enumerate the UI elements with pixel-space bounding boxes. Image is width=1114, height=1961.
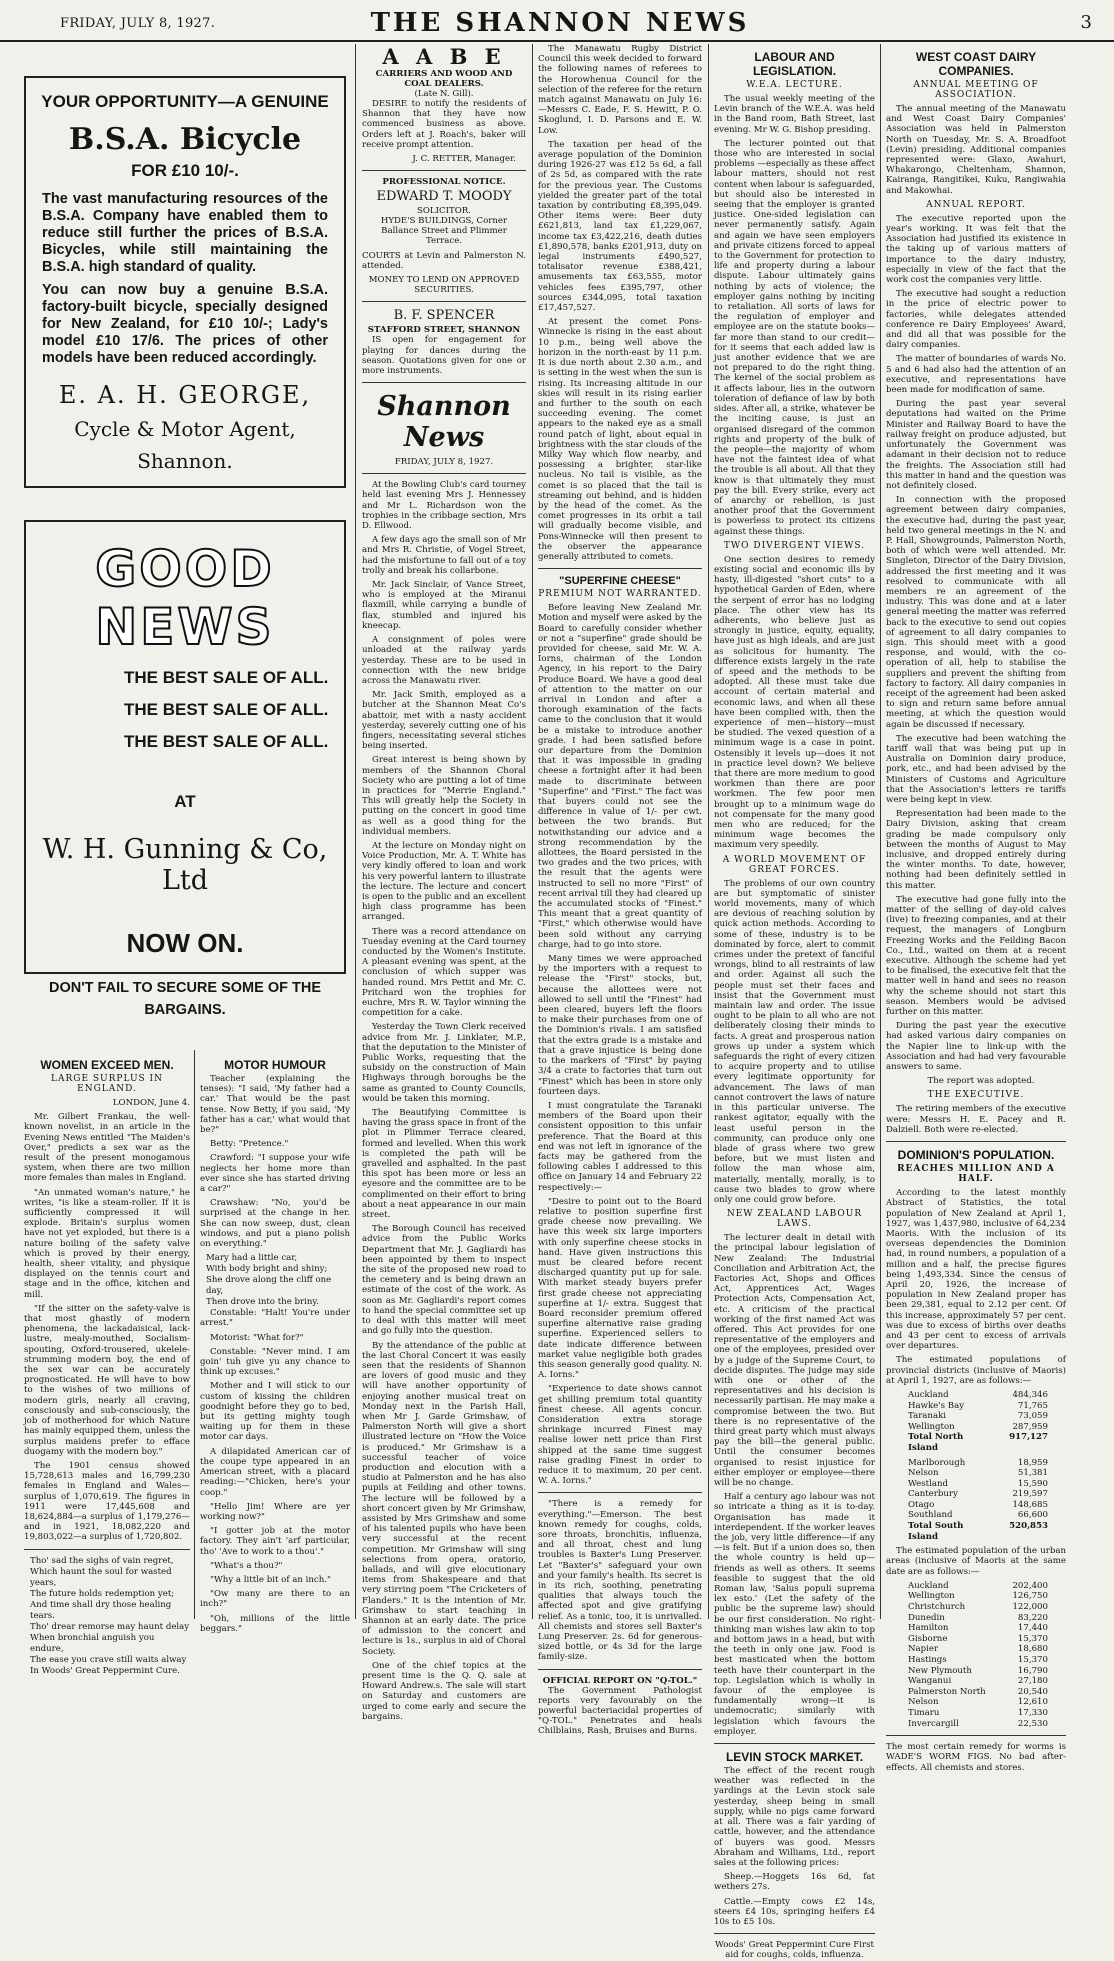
table-total: Total South Island 520,853 <box>908 1521 1048 1542</box>
verse-line: And time shall dry those healing tears. <box>30 1599 172 1621</box>
paragraph: A dilapidated American car of the coupe type appeared in an American street, with a placard reading:—"Chicken, here's your coop." <box>200 1446 350 1498</box>
ad-paragraph: The vast manufacturing resources of the B.S.A. Company have enabled them to reduce still further the prices of B.S.A. Bicycles, while still maintaining the B.S.A. high standard of quality. <box>42 191 328 275</box>
article-subtitle: LARGE SURPLUS IN ENGLAND. <box>51 1074 163 1094</box>
table-row: Palmerston North 20,540 <box>908 1686 1048 1697</box>
table-row: Timaru 17,330 <box>908 1708 1048 1718</box>
paragraph: Crawford: "I suppose your wife neglects her home more than ever since she has started driving a car?" <box>200 1153 350 1195</box>
spencer-name: B. F. SPENCER <box>393 308 495 324</box>
news-item: Mr. Jack Sinclair, of Vance Street, who is employed at the Miranui flaxmill, while carrying a bundle of flax, stumbled and injured his kneecap. <box>362 580 526 631</box>
table-row: Christchurch 122,000 <box>908 1602 1048 1613</box>
paragraph: The annual meeting of the Manawatu and West Coast Dairy Companies' Association was held in Palmerston North on Tuesday, Mr. S. A. Broadfoot (Levin) presiding. Additional companies represented were: Glaxo, Awahuri, Whakarongo, Cheltenham, Shannon, Kairanga, Rangitikei, Kuku, Rangiwahia and Makowhai. <box>886 104 1066 196</box>
divider <box>362 382 526 383</box>
section-head: ANNUAL REPORT. <box>926 199 1026 210</box>
paragraph: Representation had been made to the Dairy Division, asking that cream grading be made compulsory only between the months of August to May inclusive, and dropped entirely during the winter months. To date, however, nothing had been definitely settled in this matter. <box>886 809 1066 891</box>
paragraph: "Desire to point out to the Board relative to position superfine first grade cheese now prevailing. We have this week six large importers with only superfine cheese stocks in hand. Have given instructions this must be cleared before recent discharged quantity put up for sale. With market steady buyers prefer first grade cheese not appreciating superfine at 1/- extra. Suggest that Board reconsider premium offered superfine alternative raise grading superfine. Experienced sellers to date indicate difference between market value negligible both grades this season generally good quality. N. A. Iorns." <box>538 1196 702 1381</box>
divider <box>714 1743 875 1744</box>
paragraph: During the past year the executive had asked various dairy companies on the Napier line to link-up with the Association and had had very favourable answers to same. <box>886 1021 1066 1073</box>
paragraph: The matter of boundaries of wards No. 5 and 6 had also had the attention of an executive, and representations have been made for modification of same. <box>886 354 1066 396</box>
ad-line: THE BEST SALE OF ALL. <box>124 668 329 687</box>
divider <box>714 1933 875 1934</box>
paragraph: One section desires to remedy existing social and economic ills by hasty, ill-digested "short cuts" to a hypothetical Garden of Eden, where the serpent of error has no lodging place. The other view has its adherents, who believe just as strongly in justice, equity, equality, have just as high ideals, and are just as solicitous for humanity. The difference exists largely in the rate of speed and the methods to be adopted. All these must take due account of certain material and economic laws, and when all these have been complied with, then the experience of men—history—must be studied. The vexed question of a minimum wage is a case in point. Ostensibly it levels up—does it not in practice level down? We believe that there are more medium to good workmen than there are poor workmen. The few poor men brought up to a minimum wage do not compensate for the many good men who are reduced; for the minimum wage becomes the maximum very speedily. <box>714 554 875 851</box>
news-item: Mr. Jack Smith, employed as a butcher at the Shannon Meat Co's abattoir, met with a nasty accident yesterday, severely cutting one of his fingers, necessitating several stiches being inserted. <box>362 690 526 752</box>
article-title: DOMINION'S POPULATION. <box>897 1148 1055 1163</box>
paragraph: Before leaving New Zealand Mr. Motion and myself were asked by the Board to carefully consider whether or not a "superfine" grade should be provided for cheese, said Mr. W. A. Iorns, chairman of the London Agency, in his report to the Dairy Produce Board. We have a good deal of attention to the matter on our arrival in London and after a thorough examination of the facts came to the conclusion that it would be a mistake to introduce another grade. I had been satisfied before our departure from the Dominion that it was impossible in grading cheese a fortnight after it had been made to discriminate between "Superfine" and "First." The fact was that buyers could not see the difference in value of 1/- per cwt. between the two brands. But notwithstanding our advice and a strong recommendation by the allottees, the Board persisted in the two grades and the two prices, with the result that the agents were instructed to sell no more "First" of recent arrival till they had cleared up the accumulated stocks of "Finest." This meant that a great quantity of "First," which otherwise would have been sold without any carrying charge, had to go into store. <box>538 603 702 950</box>
paragraph: Mr. Gilbert Frankau, the well-known novelist, in an article in the Evening News entitled "The Maiden's Over," predicts a sex war as the result of the present monogamous system, when there are two million more females than males in England. <box>24 1112 190 1184</box>
news-item: The Borough Council has received advice from the Public Works Department that Mr. J. Gagliardi has been appointed by them to inspect the site of the proposed new road to the cemetery and is being drawn an estimate of the cost of the work. As soon as Mr. Gagliardi's report comes to hand the special committee set up to deal with this matter will meet and go fully into the question. <box>362 1224 526 1337</box>
paragraph: The estimated populations of provincial districts (inclusive of Maoris) at April 1, 1927, are as follows:— <box>886 1355 1066 1386</box>
paragraph: I must congratulate the Taranaki members of the Board upon their consistent opposition to this unfair preference. That the Board at this end was not left in ignorance of the facts may be gathered from the following cables I addressed to this office on January 14 and February 22 respectively:— <box>538 1100 702 1193</box>
divider <box>362 301 526 302</box>
paragraph: The retiring members of the executive were: Messrs H. E. Pacey and R. Dalziell. Both were re-elected. <box>886 1104 1066 1135</box>
moody-name: EDWARD T. MOODY <box>376 189 512 205</box>
table-row: Marlborough 18,959 <box>908 1457 1048 1468</box>
motor-humour-article <box>200 1052 350 1634</box>
verse-line: In Woods' Great Peppermint Cure. <box>30 1665 180 1676</box>
news-item: At the Bowling Club's card tourney held last evening Mrs J. Hennessey and Mr L. Richardson won the trophies in the cribbage section, Mrs D. Ellwood. <box>362 480 526 532</box>
baxter-ad: "There is a remedy for everything."—Emerson. The best known remedy for coughs, colds, sore throats, bronchitis, influenza, and all throat, chest and lung troubles is Baxter's Lung Preserver. Let "Baxter's" safeguard your own and your family's health. Its secret is in its rich, soothing, penetrating qualities that always touch the affected spot and give gratifying relief. As a tonic, too, it is unrivalled. All chemists and stores sell Baxter's Lung Preserver. 2s. 6d for generous-sized bottle, or 4s 3d for the large family-size. <box>538 1499 702 1663</box>
ad-price: FOR £10 10/-. <box>131 161 239 180</box>
paragraph: The executive reported upon the year's working. It was felt that the Association had justified its existence in the taking up of various matters of importance to the dairy industry, especially in view of the fact that the work cost the companies very little. <box>886 213 1066 286</box>
divider <box>538 568 702 569</box>
paragraph: Half a century ago labour was not so intricate a thing as it is to-day. Organisation has made it interdependent. If the worker leaves the job, very little difference—if any—is felt. But if a union does so, then the whole country is held up—friends as well as others. It seems feasible to suggest that the old Roman law, 'Salus populi suprema lex esto.' (Let the safety of the public be the supreme law) should be our first consideration. No right-thinking man wishes law akin to top and bottom jaws in a head, but with the teeth in only one jaw. Food is best masticated when the bottom teeth have their counterpart in the top. Legislation which is wholly in favour of the employee is fundamentally wrong—it is undemocratic; similarly with legislation which favours the employer. <box>714 1492 875 1737</box>
table-row: Gisborne 15,370 <box>908 1633 1048 1644</box>
column-5 <box>886 44 1066 1773</box>
paragraph: The executive had gone fully into the matter of the selling of day-old calves (live) to freezing companies, and at their request, the managers of Longburn Freezing Works and the Feilding Bacon Co., Ltd., waited on them at a recent executive. Although the scheme had yet to be finalised, the executive felt that the matter well in hand and sees no reason why the scheme should not start this season. Members would be advised further on this matter. <box>886 894 1066 1018</box>
section-head: TWO DIVERGENT VIEWS. <box>723 540 866 551</box>
table-row: Wellington 126,750 <box>908 1591 1048 1602</box>
south-island-table <box>886 1458 1066 1543</box>
ad-headline: YOUR OPPORTUNITY—A GENUINE <box>41 92 329 111</box>
paragraph: Motorist: "What for?" <box>210 1332 304 1343</box>
paragraph: Teacher (explaining the tenses): "I said, 'My father had a car.' That would be the past tense. Now Betty, if you said, 'My father has a car,' what would that be?" <box>200 1074 350 1136</box>
ad-line: THE BEST SALE OF ALL. <box>124 700 329 719</box>
article-title: LEVIN STOCK MARKET. <box>725 1750 864 1765</box>
column-rule <box>532 44 533 1619</box>
paragraph: Betty: "Pretence." <box>210 1139 289 1150</box>
table-row: Nelson 51,381 <box>908 1468 1048 1479</box>
moody-head: PROFESSIONAL NOTICE. <box>382 177 506 188</box>
paragraph: Sheep.—Hoggets 16s 6d, fat wethers 27s. <box>714 1872 875 1893</box>
news-item: The taxation per head of the average population of the Dominion during 1926-27 was £12 5s 6d, a fall of 2s 5d, as compared with the rate for the previous year. The Customs yielded the greater part of the total taxation by contributing £8,395,049. Other items were: Beer duty £621,813, land tax £1,229,067, income tax £3,422,216, death duties £1,890,578, banks £201,913, duty on legal instruments £490,527, totalisator revenue £388,421, amusements tax £63,555, motor vehicles fees £395,797, other sources £344,095, total taxation £17,457,527. <box>538 139 702 314</box>
aabe-body: DESIRE to notify the residents of Shannon that they have now commenced business as above. Orders left at J. Roach's, baker will receive prompt attention. <box>362 99 526 150</box>
paragraph: "Experience to date shows cannot get shilling premium total quantity finest cheese. All agents concur. Consideration extra storage shrinkage incurred Finest may realise lower nett price than First shipped at the same time suggest raise grading Finest in order to reduce it to maximum, 20 per cent. W. A. Iorns." <box>538 1384 702 1487</box>
paragraph: "An unmated woman's nature," he writes, "is like a steam-roller. If it is sufficiently compressed it will explode. Britain's surplus women have not yet exploded, but there is a nature boiling of the safety valve which is proved by their energy, health, sheer vitality, and physique displayed on the tennis court and stage and in the office, kitchen and mill. <box>24 1187 190 1300</box>
verse-line: She drove along the cliff one day, <box>206 1275 332 1297</box>
column-rule <box>708 44 709 1619</box>
section-head: NEW ZEALAND LABOUR LAWS. <box>726 1209 863 1230</box>
paragraph: The usual weekly meeting of the Levin branch of the W.E.A. was held in the Band room, Bath Street, last evening. Mr W. G. Bishop presiding. <box>714 94 875 135</box>
table-row: Wellington 287,959 <box>908 1421 1048 1432</box>
worm-figs-ad: The most certain remedy for worms is WADE'S WORM FIGS. No bad after-effects. All chemists and stores. <box>886 1742 1066 1773</box>
paragraph: "What's a thou?" <box>210 1560 283 1571</box>
paragraph: The 1901 census showed 15,728,613 males and 16,799,230 females in England and Wales—surplus of 1,070,619. The figures in 1911 were 17,445,608 and 18,624,884—a surplus of 1,179,276—and in 1921, 18,082,220 and 19,803,022—a surplus of 1,720,802. <box>24 1460 190 1543</box>
article-title: WOMEN EXCEED MEN. <box>40 1058 174 1072</box>
table-row: Westland 15,590 <box>908 1478 1048 1489</box>
verse-line: When bronchial anguish you endure, <box>30 1632 155 1654</box>
table-row: New Plymouth 16,790 <box>908 1665 1048 1676</box>
article-title: WEST COAST DAIRY COMPANIES. <box>915 50 1037 78</box>
paragraph: "If the sitter on the safety-valve is that most ghastly of modern phenomena, the lackadaisical, lack-lustre, mealy-mouthed, Socialism-spouting, Oxford-trousered, ukelele-strumming modern boy, the end of the sex war can be accurately prognosticated. He will have to bow to the wishes of two millions of modern girls, nearly all craving, consciously and sub-consciously, the job of motherhood for which Nature has mainly equipped them, unless the surplus maidens prefer to efface duogamy with the modern boy." <box>24 1303 190 1457</box>
verse-line: The future holds redemption yet; <box>30 1588 175 1599</box>
news-item: At the lecture on Monday night on Voice Production, Mr. A. T. White has very kindly offered to loan and work his very powerful lantern to illustrate the lecture. The lecture and concert is open to the public and an excellent high class programme has been arranged. <box>362 840 526 923</box>
paragraph: The effect of the recent rough weather was reflected in the yardings at the Levin stock sale yesterday, sheep being in small supply, while no pigs came forward at all. There was a fair yarding of cattle, however, and the attendance of buyers was good. Messrs Abraham and Williams, Ltd., report sales at the following prices: <box>714 1766 875 1868</box>
ad-product: B.S.A. Bicycle <box>68 122 302 157</box>
table-row: Auckland 484,346 <box>908 1389 1048 1400</box>
news-item: By the attendance of the public at the last Choral Concert it was easily seen that the residents of Shannon are lovers of good music and they will have another opportunity of enjoying another musical treat on Monday next in the Parish Hall, when Mr J. Garde Grimshaw, of Palmerston North will give a short illustrated lecture on "How the Voice is produced." Mr Grimshaw is a successful teacher of voice production and elocution with a studio at Palmerston and he has also pupils at Feilding and other towns. The lecture will be followed by a short concert given by Mr Grimshaw, assisted by Mrs Grimshaw and some of his talented pupils who have been very successful at the recent competition. Mr Grimshaw will sing selections from opera, oratorio, ballads, and will give elocutionary items from Shakespeare and that very stirring poem "The Cricketers of Flanders." It is the intention of Mr. Grimshaw to start teaching in Shannon at an early date. The price of admission to the concert and lecture is 1s., surplus in aid of Choral Society. <box>362 1340 526 1657</box>
table-row: Taranaki 73,059 <box>908 1411 1048 1422</box>
paragraph: "Hello Jim! Where are yer working now?" <box>200 1501 350 1522</box>
moody-money: MONEY TO LEND ON APPROVED SECURITIES. <box>368 275 520 296</box>
ad-at: AT <box>174 792 196 811</box>
article-title: LABOUR AND LEGISLATION. <box>752 50 837 78</box>
column-4 <box>714 44 876 1961</box>
urban-table <box>886 1581 1066 1729</box>
column-2 <box>362 44 526 1722</box>
paragraph: The report was adopted. <box>927 1076 1035 1087</box>
moody-address: HYDE'S BUILDINGS, Corner Ballance Street and Plimmer Terrace. <box>380 216 508 247</box>
paragraph: The executive had been watching the tariff wall that was being put up in Australia on Dominion dairy produce, pork, etc., and had been advised by the Ministers of Customs and Agriculture that the Association's letters re tariffs were being kept in view. <box>886 733 1066 805</box>
north-island-table <box>886 1390 1066 1454</box>
paragraph: During the past year several deputations had waited on the Prime Minister and Railway Board to have the railway freight on produce adjusted, but unfortunately the Government was adamant in their decision not to reduce the freights. The Association still had this matter in hand and the question was not definitely closed. <box>886 399 1066 491</box>
ad-trade: Cycle & Motor Agent, <box>74 417 296 441</box>
section-head: A WORLD MOVEMENT OF GREAT FORCES. <box>722 854 867 875</box>
table-row: Hawke's Bay 71,765 <box>908 1400 1048 1411</box>
verse-line: Tho' drear remorse may haunt delay <box>30 1621 190 1632</box>
aabe-trade: CARRIERS AND WOOD AND COAL DEALERS. <box>375 69 513 89</box>
paragraph: "Why a little bit of an inch." <box>210 1574 331 1585</box>
spencer-body: IS open for engagement for playing for dances during the season. Quotations given for one or more instruments. <box>362 335 526 377</box>
table-row: Invercargill 22,530 <box>908 1718 1048 1729</box>
table-row: Nelson 12,610 <box>908 1697 1048 1708</box>
paragraph: Constable: "Never mind. I am goin' tuh give yu any chance to think up excuses." <box>200 1346 350 1378</box>
paragraph: Cattle.—Empty cows £2 14s, steers £4 10s, springing heifers £4 10s to £5 10s. <box>714 1896 875 1927</box>
divider <box>24 1549 190 1550</box>
paragraph: "Oh, millions of the little beggars." <box>200 1613 350 1634</box>
verse-line: Tho' sad the sighs of vain regret, <box>30 1555 174 1566</box>
qtol-text: The Government Pathologist reports very favourably on the powerful bacteriacidal properties of "Q-TOL." Penetrates and heals Chilblains, Rash, Bruises and Burns. <box>538 1685 702 1737</box>
ad-town: Shannon. <box>137 449 233 473</box>
table-row: Southland 66,600 <box>908 1510 1048 1521</box>
verse-line: Which haunt the soul for wasted years, <box>30 1566 172 1588</box>
paragraph: The executive had sought a reduction in the price of electric power to factories, while delegates attended conference re Dairy Employees' Award, and did all that was possible for the dairy companies. <box>886 289 1066 351</box>
divider <box>362 170 526 171</box>
verse-line: The ease you crave still waits alway <box>30 1654 187 1665</box>
nameplate: Shannon News <box>377 391 511 454</box>
moody-role: SOLICITOR. <box>417 206 471 217</box>
ad-firm: W. H. Gunning & Co, Ltd <box>42 834 328 896</box>
news-item: The Manawatu Rugby District Council this week decided to forward the following names of referees to the Horowhenua Council for the selection of the referee for the return match against Manawatu on July 16:—Messrs C. Eade, F. S. Hewitt, P. O. Skoglund, I. D. Parsons and E. W. Low. <box>538 44 702 136</box>
nameplate-date: FRIDAY, JULY 8, 1927. <box>394 457 494 468</box>
paragraph: The lecturer dealt in detail with the principal labour legislation of New Zealand: The Industrial Conciliation and Arbitration Act, the Factories Act, Shops and Offices Act, Apprentices Act, Wages Protection Acts, Compensation Act, etc. A criticism of the practical working of the first named Act was offered. This Act provides for one representative of the employers and one of the employees, presided over by a judge of the Supreme Court, to decide disputes. The judge may side with one or other of the representatives and his decision is necessarily partisan. He may make a compromise between the two. But there is no representative of the third great party which must always pay the bill—the general public. Until the consumer becomes organised to resist injustice for either employer or employee—there will be no change. <box>714 1233 875 1488</box>
gunning-sale-ad <box>24 520 346 1018</box>
masthead <box>0 0 1114 42</box>
paragraph: The estimated population of the urban areas (inclusive of Maoris at the same date are as follows:— <box>886 1546 1066 1577</box>
table-total: Total North Island 917,127 <box>908 1432 1048 1453</box>
issue-date: FRIDAY, JULY 8, 1927. <box>60 16 216 31</box>
column-rule <box>880 44 881 1619</box>
divider <box>886 1735 1066 1736</box>
article-subtitle: ANNUAL MEETING OF ASSOCIATION. <box>913 80 1039 100</box>
news-item: Great interest is being shown by members of the Shannon Choral Society who are putting a lot of time in practices for "Merrie England." This will greatly help the Society in putting on the concert in good time as well as a good thing for the individual members. <box>362 755 526 837</box>
paragraph: According to the latest monthly Abstract of Statistics, the total population of New Zealand at April 1, 1927, was 1,437,980, inclusive of 64,234 Maoris. With the inclusion of its overseas dependencies the Dominion had, in round numbers, a population of a million and a half, the precise figures being 1,493,334. Since the census of April 20, 1926, the increase of population in New Zealand proper has been 29,381, equal to 2.12 per cent. Of this increase, approximately 57 per cent. was due to excess of births over deaths and 43 per cent to excess of arrivals over departures. <box>886 1188 1066 1352</box>
bsa-bicycle-ad <box>24 76 346 488</box>
article-subtitle: W.E.A. LECTURE. <box>746 80 843 90</box>
paragraph: In connection with the proposed agreement between dairy companies, the executive had, during the past year, held two general meetings in the N. and P. Hall, Showgrounds, Palmerston North, both of which were well attended. Mr. Singleton, Director of the Dairy Division, addressed the first meeting and it was resolved to communicate with all members re an agreement of the industry. This was done and at a later general meeting the matter was referred back to the executive to send out copies of agreement to all dairy companies to sign. This should meet with a good response, and would, with the co-operation of all, help to stabilise the suppliers and prevent the shifting from factory to factory. All dairy companies in receipt of the agreement had been asked to sign and return same before annual meeting, at which the question would again be discussed if necessary. <box>886 495 1066 730</box>
paragraph: Many times we were approached by the importers with a request to release the "First" stocks, but, because the allottees were not allowed to sell until the "Finest" had been cleared, buyers left the floors to make their purchases from one of the Dominion's rivals. I am satisfied that the extra grade is a mistake and that a grave injustice is being done to the markers of "First" by paying 3/4 a crate to factories that turn out "Finest" which has been in store only fourteen days. <box>538 954 702 1097</box>
table-row: Otago 148,685 <box>908 1499 1048 1510</box>
verse-line: With body bright and shiny; <box>206 1264 328 1275</box>
paragraph: Mother and I will stick to our custom of kissing the children goodnight before they go to bed, but its getting mighty tough waiting up for them in these motor car days. <box>200 1381 350 1443</box>
table-row: Auckland 202,400 <box>908 1580 1048 1591</box>
divider <box>362 473 526 474</box>
column-rule <box>194 1050 195 1619</box>
table-row: Dunedin 83,220 <box>908 1612 1048 1623</box>
ad-secure: DON'T FAIL TO SECURE SOME OF THE BARGAINS. <box>49 980 321 1018</box>
table-row: Hastings 15,370 <box>908 1655 1048 1666</box>
article-title: "SUPERFINE CHEESE" <box>559 575 681 588</box>
ad-paragraph: You can now buy a genuine B.S.A. factory-built bicycle, specially designed for New Zealand, for £10 10/-; Lady's model £10 17/6. The prices of other models have been reduced accordingly. <box>42 282 328 366</box>
women-article <box>24 1052 190 1676</box>
ad-now-on: NOW ON. <box>126 928 244 958</box>
news-item: The Beautifying Committee is having the grass space in front of the plot in Plimmer Terrace cleared, formed and levelled. When this work is completed the path will be gravelled and asphalted. In the past this spot has been more or less an eyesore and the committee are to be complimented on their effort to bring about a neat appearance in our main street. <box>362 1108 526 1221</box>
section-head: THE EXECUTIVE. <box>927 1090 1025 1101</box>
table-row: Canterbury 219,597 <box>908 1489 1048 1500</box>
peppermint-verse <box>30 1556 190 1677</box>
verse <box>206 1253 350 1308</box>
news-item: At present the comet Pons-Winnecke is rising in the east about 10 p.m., being well above the horizon in the north-east by 11 p.m. It is due north about 2.30 a.m., and is setting in the west when the sun is rising. Its increasing altitude in our skies will result in its rising earlier and further to the south on each succeeding evening. The comet appears to the naked eye as a small round patch of light, about equal in brightness with the star clouds of the Milky Way which flow nearby, and possessing a brighter, star-like nucleus. No tail is visible, as the comet is so placed that the tail is streaming out behind, and is hidden by the head of the comet. As the comet progresses in its orbit a tail will gradually become visible, and Pons-Winnecke will then present to the observer the appearance generally attributed to comets. <box>538 317 702 562</box>
paragraph: "Ow many are there to an inch?" <box>200 1589 350 1610</box>
moody-courts: COURTS at Levin and Palmerston N. attended. <box>362 250 526 271</box>
divider <box>538 1492 702 1493</box>
paragraph: Constable: "Halt! You're under arrest." <box>200 1308 350 1329</box>
qtol-title: OFFICIAL REPORT ON "Q-TOL." <box>542 1675 698 1686</box>
spencer-street: STAFFORD STREET, SHANNON <box>367 325 521 336</box>
aabe-signature: J. C. RETTER, Manager. <box>412 154 516 165</box>
verse-line: Then drove into the briny. <box>206 1297 319 1308</box>
ad-line: THE BEST SALE OF ALL. <box>124 732 329 751</box>
divider <box>886 1141 1066 1142</box>
paragraph: The lecturer pointed out that those who are interested in social problems —especially as these affect labour matters, should not rest content when labour is safeguarded, but should also be interested in seeing that the employer is granted justice. One-sided legislation can never permanently satisfy. Again and again we have seen employers and private citizens forced to appeal to the Government for protection to life and property during a labour dispute. Labour ultimately gains nothing by acts of violence; the employer gains nothing by inciting to retaliation. All sorts of laws for the regulation of employer and employee are on the statute books—far more than stand to our credit—for it seems that each added law is just another evidence that we are not prepared to do the right thing. The kernel of the social problem as it affects labour, lies in the outworn toleration of defiance of law by both sides. After all, a strike, whatever be the inciting cause, is just an organised disregard of the common rights and property of the bulk of the people—the majority of whom have not the faintest idea of what the trouble is all about. All that they know is that ultimately they must pay the bill. Every strike, every act of anarchy or rebellion, is just another proof that the Government is powerless to protect its citizens against these things. <box>714 138 876 537</box>
table-row: Wanganui 27,180 <box>908 1676 1048 1687</box>
article-title: MOTOR HUMOUR <box>224 1058 326 1072</box>
aabe-name: A A B E <box>382 44 506 69</box>
aabe-late: (Late N. Gill). <box>414 89 474 99</box>
newspaper-title: THE SHANNON NEWS <box>370 8 750 38</box>
table-row: Hamilton 17,440 <box>908 1623 1048 1634</box>
page-number: 3 <box>1080 12 1092 33</box>
news-item: A few days ago the small son of Mr and Mrs R. Christie, of Vogel Street, had the misfortune to fall out of a toy trolly and break his collarbone. <box>362 535 526 576</box>
divider <box>538 1669 702 1670</box>
peppermint-ad: Woods' Great Peppermint Cure First aid for coughs, colds, influenza. <box>715 1940 874 1961</box>
article-subtitle: PREMIUM NOT WARRANTED. <box>538 589 702 600</box>
article-subtitle: REACHES MILLION AND A HALF. <box>897 1164 1055 1185</box>
column-3 <box>538 44 702 1737</box>
table-row: Napier 18,680 <box>908 1644 1048 1655</box>
column-rule <box>355 44 356 1619</box>
paragraph: Crawshaw: "No, you'd be surprised at the change in her. She can now sweep, dust, clean windows, and put a piano polish on everything." <box>200 1198 350 1250</box>
dateline: LONDON, June 4. <box>112 1098 190 1108</box>
paragraph: "I gotter job at the motor factory. They ain't 'arf particular, tho' 'Ave to work to a thou'." <box>200 1526 350 1557</box>
paragraph: The problems of our own country are but symptomatic of sinister world movements, many of which are devious of reaching solution by quick action methods. According to some of these, industry is to be dominated by force, alert to commit crimes under the pretext of fanciful wrongs, blind to all restraints of law and order. Against all such the people must set their faces and insist that the Government must maintain law and order. The issue ought to be plain to all who are not deliberately closing their minds to facts. A great and prosperous nation grows up under a system which safeguards the right of every citizen to acquire property and to utilise every legitimate opportunity for advancement. The laws of man cannot controvert the laws of nature in this particular universe. The rankest agitator, equally with the least useful person in the community, can produce only one blade of grass where two grew before, but we must listen and follow the man whose aim, materially, mentally, morally, is to cause two blades to grow where only one could grow before. <box>714 878 875 1205</box>
news-item: A consignment of poles were unloaded at the railway yards yesterday. These are to be used in connection with the new bridge across the Manawatu river. <box>362 635 526 686</box>
news-item: There was a record attendance on Tuesday evening at the Card tourney conducted by the Women's Institute. A pleasant evening was spent, at the conclusion of which supper was handed round. Mrs Pettit and Mr. C. Pritchard won the trophies for euchre, Mrs R. W. Taylor winning the competition for a cake. <box>362 926 526 1019</box>
ad-headline: GOOD NEWS <box>95 540 275 656</box>
ad-dealer: E. A. H. GEORGE, <box>58 381 312 409</box>
verse-line: Mary had a little car, <box>206 1253 298 1264</box>
news-item: Yesterday the Town Clerk received advice from Mr. J. Linklater, M.P., that the deputation to the Minister of Public Works, requesting that the subsidy on the construction of Main Highways through boroughs be the same as granted to County Councils, would be taken this morning. <box>362 1022 526 1104</box>
news-item: One of the chief topics at the present time is the Q. Q. sale at Howard Andrew.s. The sale will start on Saturday and customers are urged to come early and secure the bargains. <box>362 1660 526 1722</box>
